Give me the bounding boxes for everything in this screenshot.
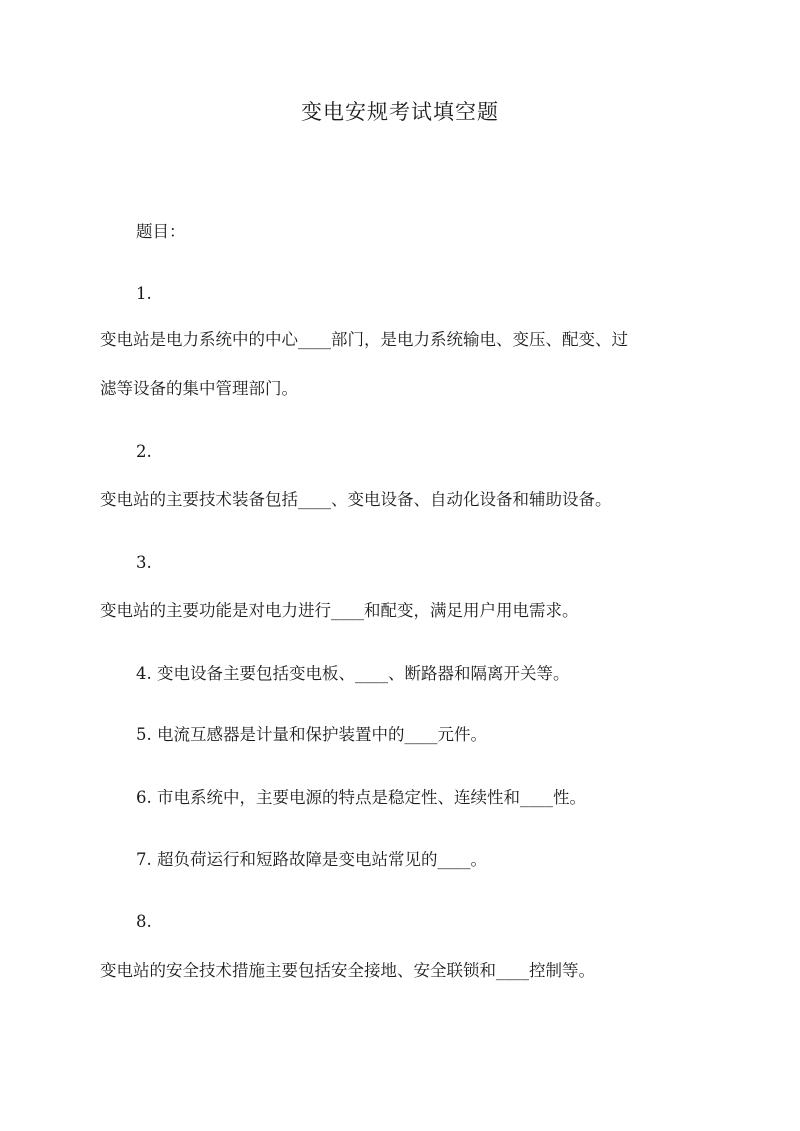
question-6: 6. 市电系统中，主要电源的特点是稳定性、连续性和____性。 [136,788,586,807]
question-8-number: 8. [136,912,152,931]
question-7: 7. 超负荷运行和短路故障是变电站常见的____。 [136,850,487,869]
question-2-text: 变电站的主要技术装备包括____、变电设备、自动化设备和辅助设备。 [100,490,612,509]
question-1-number: 1. [136,284,152,303]
question-5: 5. 电流互感器是计量和保护装置中的____元件。 [136,725,487,744]
question-3-number: 3. [136,553,152,572]
question-2-number: 2. [136,442,152,461]
document-title: 变电安规考试填空题 [301,100,499,124]
question-3-text: 变电站的主要功能是对电力进行____和配变，满足用户用电需求。 [100,601,579,620]
question-1-text-line-2: 滤等设备的集中管理部门。 [100,379,298,398]
question-8-text: 变电站的安全技术措施主要包括安全接地、安全联锁和____控制等。 [100,961,595,980]
section-label: 题目： [136,222,186,241]
question-1-text-line-1: 变电站是电力系统中的中心____部门，是电力系统输电、变压、配变、过 [100,330,628,349]
question-4: 4. 变电设备主要包括变电板、____、断路器和隔离开关等。 [136,664,570,683]
